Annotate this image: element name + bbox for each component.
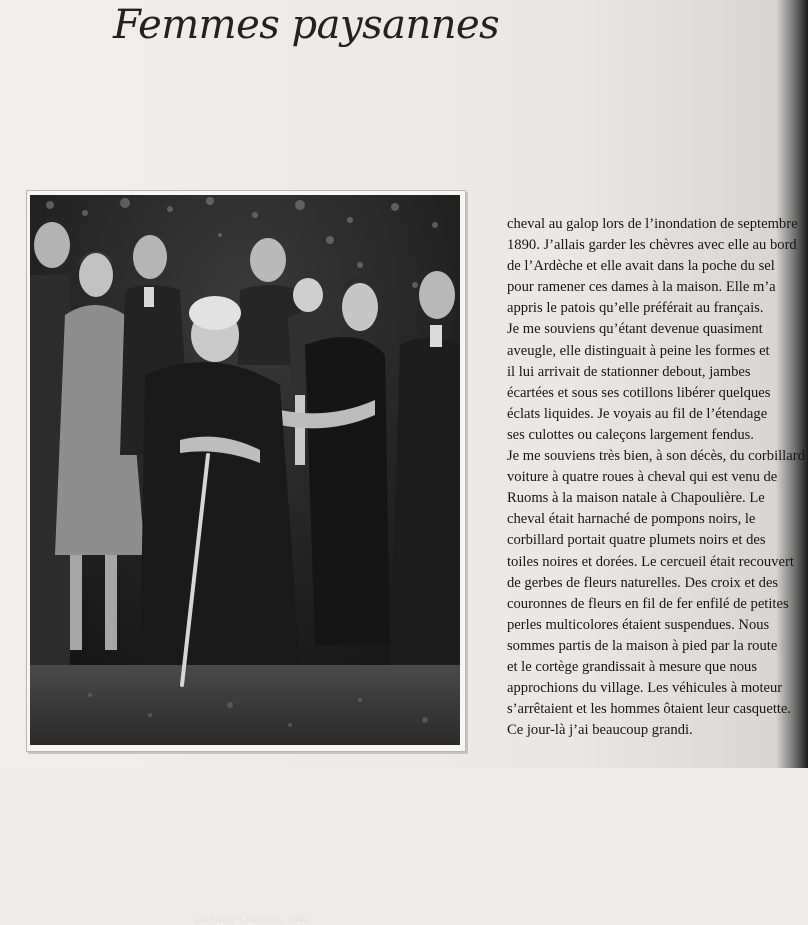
family-photo: [30, 195, 460, 925]
text-line: écartées et sous ses cotillons libérer quelques: [507, 384, 771, 401]
text-line: cheval était harnaché de pompons noirs, le: [507, 511, 756, 528]
text-line: aveugle, elle distinguait à peine les formes et: [507, 342, 770, 359]
text-line: éclats liquides. Je voyais au fil de l’étendage: [507, 405, 768, 422]
family-photo-illustration: [30, 195, 460, 745]
text-line: corbillard portait quatre plumets noirs et des: [507, 532, 766, 549]
text-line: 1890. J’allais garder les chèvres avec elle au bord: [507, 237, 797, 254]
text-line: de gerbes de fleurs naturelles. Des croix et des: [507, 574, 779, 591]
text-line: Je me souviens qu’étant devenue quasiment: [507, 321, 763, 338]
text-line: pour ramener ces dames à la maison. Elle m’a: [507, 279, 776, 296]
text-line: ses culottes ou caleçons largement fendus.: [507, 426, 754, 443]
text-line: cheval au galop lors de l’inondation de septembre: [507, 216, 798, 232]
text-line: voiture à quatre roues à cheval qui est venu de: [507, 469, 778, 486]
text-line: appris le patois qu’elle préférait au français.: [507, 300, 764, 317]
text-line: de l’Ardèche et elle avait dans la poche du sel: [507, 258, 775, 275]
text-line: il lui arrivait de stationner debout, jambes: [507, 363, 751, 380]
text-line: et le cortège grandissait à mesure que nous: [507, 658, 758, 675]
text-line: sommes partis de la maison à pied par la route: [507, 637, 778, 654]
body-text: [507, 214, 807, 741]
text-line: toiles noires et dorées. Le cercueil était recouvert: [507, 553, 794, 570]
text-line: s’arrêtaient et les hommes ôtaient leur casquette.: [507, 701, 792, 718]
text-line: perles multicolores étaient suspendues. Nous: [507, 616, 770, 633]
text-line: approchions du village. Les véhicules à moteur: [507, 680, 783, 697]
text-line: Je me souviens très bien, à son décès, du corbillard: [507, 448, 805, 465]
text-line: Ruoms à la maison natale à Chapoulière. Le: [507, 490, 765, 507]
page-title: Femmes paysannes: [113, 2, 500, 48]
text-line: Ce jour-là j’ai beaucoup grandi.: [507, 722, 693, 739]
photo-caption: Ludovine Chambon, 1941: [195, 913, 309, 925]
text-line: couronnes de fleurs en fil de fer enfilé de petites: [507, 595, 789, 612]
